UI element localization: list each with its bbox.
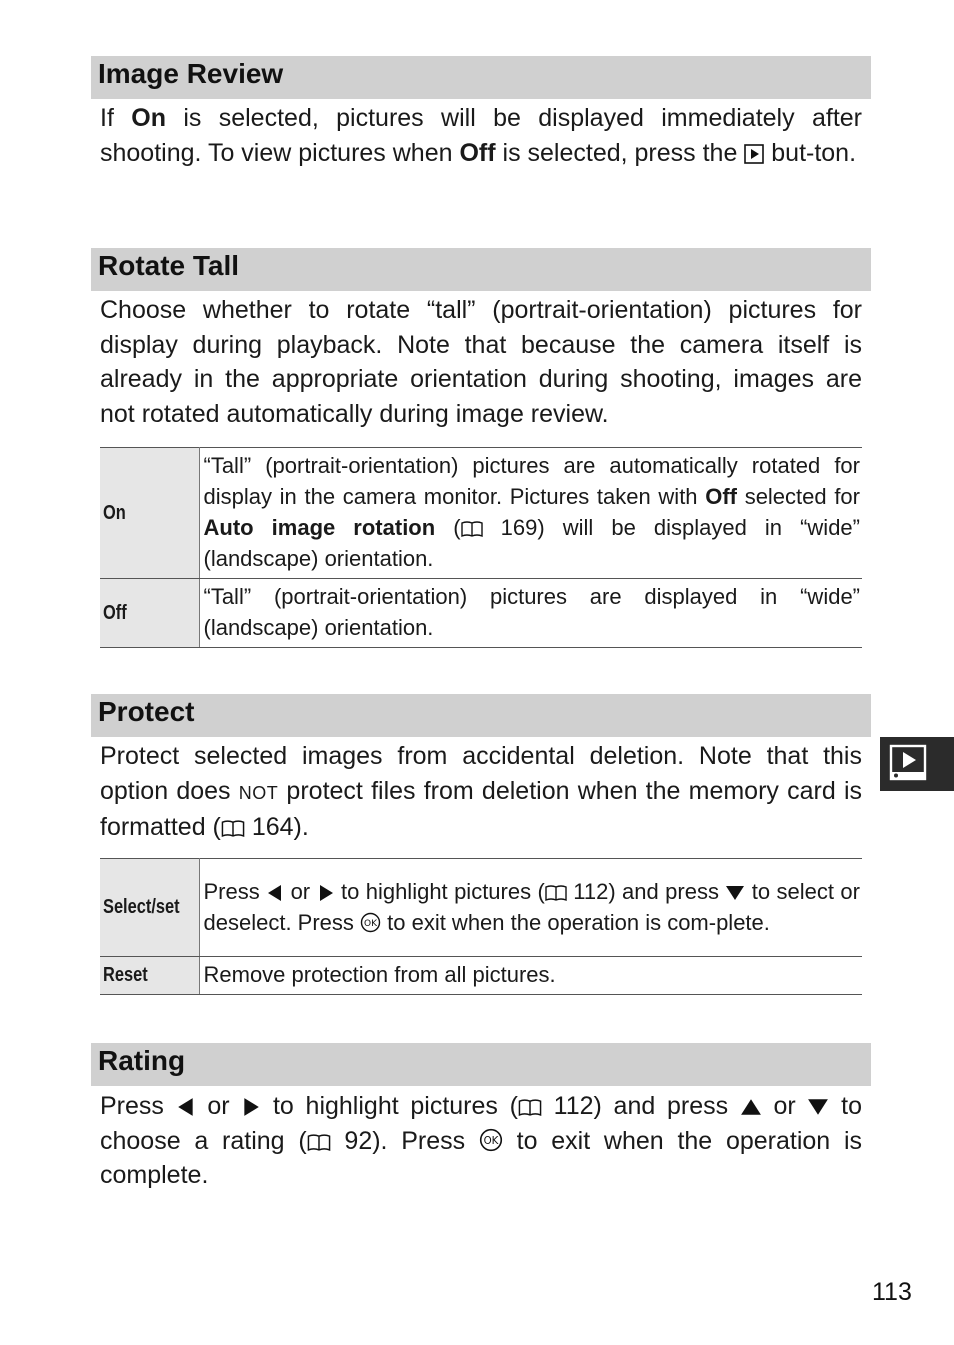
option-key: Select/set (100, 859, 199, 957)
playback-button-icon (744, 144, 764, 164)
rating-body: Press or to highlight pictures ( 112) and press or to choose a rating ( 92). Press OK to exit when the operation is complete. (100, 1092, 863, 1190)
rotate-tall-body: Choose whether to rotate “tall” (portrait-orientation) pictures for display during playback. Note that because the camera itself is already in the appropriate orientation during shooting, images are not rotated automatically during image review. (100, 296, 862, 429)
option-description: Press or to highlight pictures ( 112) and press to select or deselect. Press OK to exit when the operation is com-plete. (199, 859, 862, 957)
option-description: “Tall” (portrait-orientation) pictures are displayed in “wide” (landscape) orientation. (199, 579, 862, 648)
protect-options-table (100, 858, 862, 995)
down-arrow-icon (807, 1097, 829, 1117)
option-description: Remove protection from all pictures. (199, 957, 862, 995)
option-key: On (100, 448, 199, 579)
page-reference-icon (461, 520, 483, 538)
page-reference-icon (518, 1098, 542, 1117)
section-header-rotate-tall (91, 248, 871, 291)
section-title: Protect (98, 696, 195, 727)
right-arrow-icon (317, 884, 335, 902)
table-row (100, 957, 862, 995)
svg-text:OK: OK (364, 918, 378, 929)
page-reference-icon (307, 1133, 331, 1152)
up-arrow-icon (740, 1097, 762, 1117)
left-arrow-icon (176, 1097, 196, 1117)
section-title: Rotate Tall (98, 250, 240, 281)
option-description: “Tall” (portrait-orientation) pictures are automatically rotated for display in the camera monitor. Pictures taken with Off selected for Auto image rotation ( 169) will be displayed in “wide” (landscape) orientation. (199, 448, 862, 579)
right-arrow-icon (241, 1097, 261, 1117)
table-row (100, 579, 862, 648)
left-arrow-icon (266, 884, 284, 902)
table-row (100, 448, 862, 579)
table-row (100, 859, 862, 957)
image-review-body: If On is selected, pictures will be displayed immediately after shooting. To view pictures when Off is selected, press the but-ton. (100, 104, 862, 167)
playback-menu-tab-icon (880, 737, 954, 791)
section-header-protect (91, 694, 871, 737)
ok-button-icon (479, 1128, 503, 1152)
section-title: Rating (98, 1045, 186, 1076)
svg-text:OK: OK (483, 1134, 499, 1147)
down-arrow-icon (725, 884, 745, 902)
page-number: 113 (872, 1278, 912, 1306)
ok-button-icon (360, 912, 381, 933)
option-key: Reset (100, 957, 199, 995)
option-key: Off (100, 579, 199, 648)
playback-menu-tab (880, 737, 954, 791)
protect-body: Protect selected images from accidental deletion. Note that this option does NOT protect files from deletion when the memory card is formatted ( 164). (100, 742, 862, 842)
section-header-rating (91, 1043, 871, 1086)
section-header-image-review (91, 56, 871, 99)
page-reference-icon (221, 819, 245, 838)
section-title: Image Review (98, 58, 284, 89)
rotate-tall-options-table (100, 447, 862, 648)
page-reference-icon (545, 884, 567, 902)
